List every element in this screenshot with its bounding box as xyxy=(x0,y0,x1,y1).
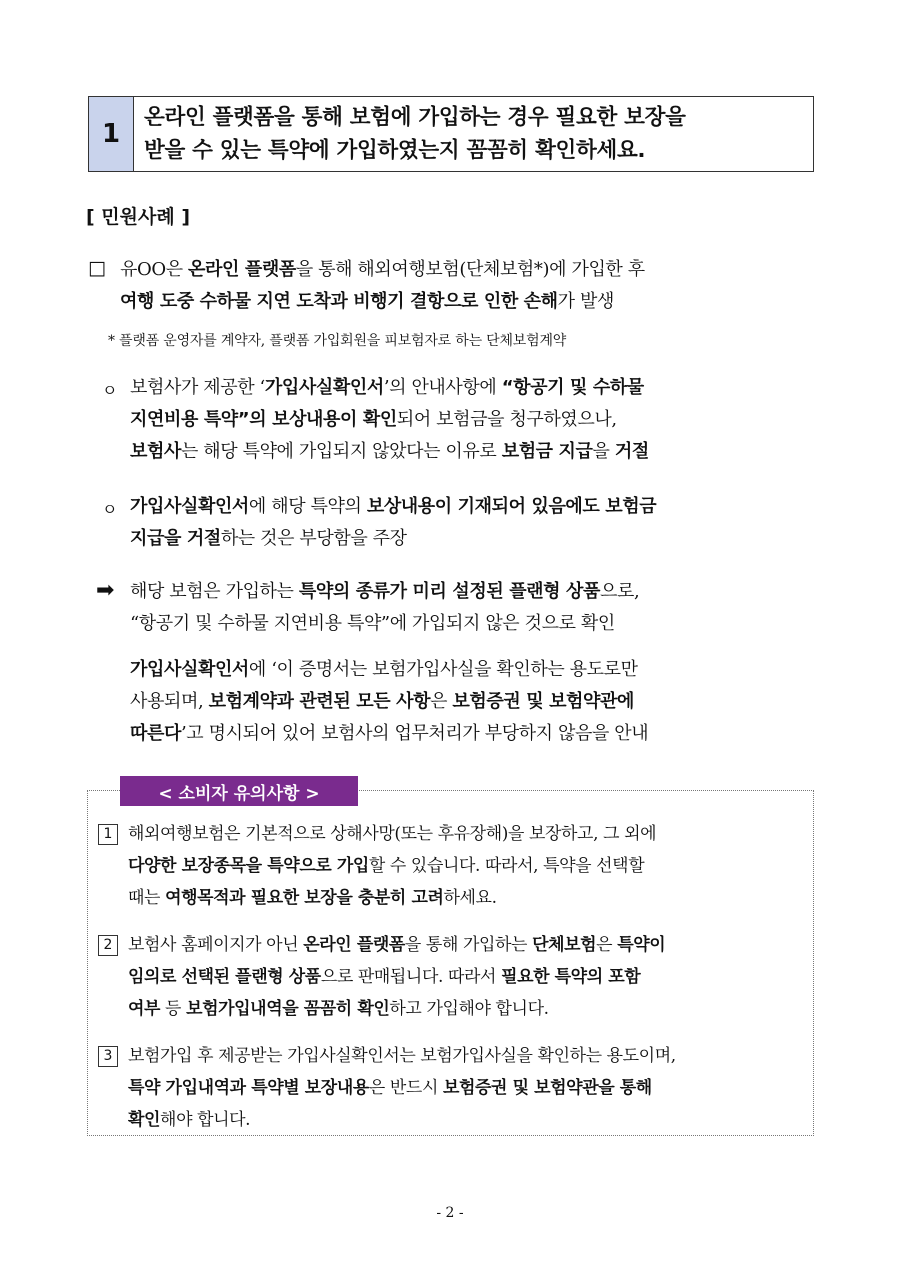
caution-line: 보험가입 후 제공받는 가입사실확인서는 보험가입사실을 확인하는 용도이며, xyxy=(128,1046,676,1066)
circle-bullet-icon: ㅇ xyxy=(102,500,118,519)
claim-line: 보험사가 제공한 ‘가입사실확인서’의 안내사항에 “항공기 및 수하물 xyxy=(130,377,644,398)
consumer-caution-title: < 소비자 유의사항 > xyxy=(120,776,358,806)
arrow-right-icon: ➡ xyxy=(96,578,115,603)
caution-line: 보험사 홈페이지가 아닌 온라인 플랫폼을 통해 가입하는 단체보험은 특약이 xyxy=(128,935,666,955)
result-line: 가입사실확인서에 ‘이 증명서는 보험가입사실을 확인하는 용도로만 xyxy=(130,659,638,680)
item-number-badge: 3 xyxy=(98,1046,118,1067)
item-number-badge: 2 xyxy=(98,935,118,956)
caution-line: 특약 가입내역과 특약별 보장내용은 반드시 보험증권 및 보험약관을 통해 xyxy=(128,1078,652,1098)
caution-line: 여부 등 보험가입내역을 꼼꼼히 확인하고 가입해야 합니다. xyxy=(128,999,549,1019)
claim-line: 지급을 거절하는 것은 부당함을 주장 xyxy=(130,528,407,549)
claim-line: 가입사실확인서에 해당 특약의 보상내용이 기재되어 있음에도 보험금 xyxy=(130,496,657,517)
claim-line: 지연비용 특약”의 보상내용이 확인되어 보험금을 청구하였으나, xyxy=(130,409,617,430)
caution-line: 확인해야 합니다. xyxy=(128,1110,251,1130)
complaint-case-label: [ 민원사례 ] xyxy=(86,206,191,228)
result-line: 사용되며, 보험계약과 관련된 모든 사항은 보험증권 및 보험약관에 xyxy=(130,691,635,712)
result-line: 따른다’고 명시되어 있어 보험사의 업무처리가 부당하지 않음을 안내 xyxy=(130,723,649,744)
result-line: 해당 보험은 가입하는 특약의 종류가 미리 설정된 플랜형 상품으로, xyxy=(130,581,640,602)
caution-line: 다양한 보장종목을 특약으로 가입할 수 있습니다. 따라서, 특약을 선택할 xyxy=(128,856,645,876)
square-bullet-icon: □ xyxy=(88,257,106,279)
claim-line: 보험사는 해당 특약에 가입되지 않았다는 이유로 보험금 지급을 거절 xyxy=(130,441,649,462)
caution-line: 임의로 선택된 플랜형 상품으로 판매됩니다. 따라서 필요한 특약의 포함 xyxy=(128,967,641,987)
result-line: “항공기 및 수하물 지연비용 특약”에 가입되지 않은 것으로 확인 xyxy=(130,613,615,634)
section-number: 1 xyxy=(89,97,134,171)
section-title-box xyxy=(88,96,814,172)
case-footnote: * 플랫폼 운영자를 계약자, 플랫폼 가입회원을 피보험자로 하는 단체보험계약 xyxy=(108,333,567,349)
circle-bullet-icon: ㅇ xyxy=(102,381,118,400)
section-title xyxy=(134,97,813,171)
item-number-badge: 1 xyxy=(98,824,118,845)
caution-line: 때는 여행목적과 필요한 보장을 충분히 고려하세요. xyxy=(128,888,497,908)
case-line: 유OO은 온라인 플랫폼을 통해 해외여행보험(단체보험*)에 가입한 후 xyxy=(120,259,645,280)
section-title-line: 온라인 플랫폼을 통해 보험에 가입하는 경우 필요한 보장을 xyxy=(144,105,686,130)
caution-line: 해외여행보험은 기본적으로 상해사망(또는 후유장해)을 보장하고, 그 외에 xyxy=(128,824,657,844)
page-number: - 2 - xyxy=(436,1205,464,1221)
section-title-line: 받을 수 있는 특약에 가입하였는지 꼼꼼히 확인하세요. xyxy=(144,138,646,163)
case-line: 여행 도중 수하물 지연 도착과 비행기 결항으로 인한 손해가 발생 xyxy=(120,291,614,312)
